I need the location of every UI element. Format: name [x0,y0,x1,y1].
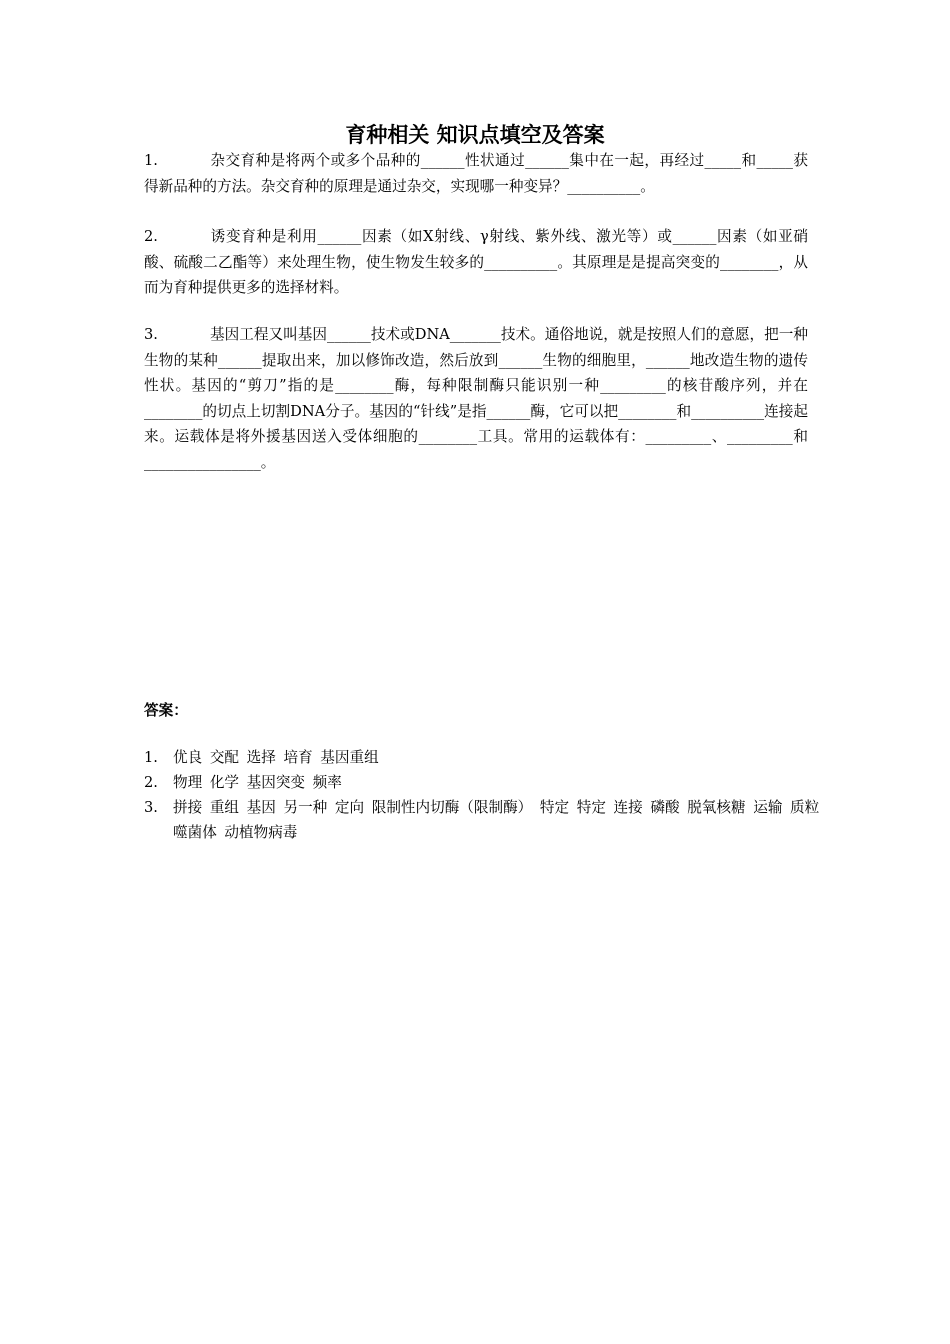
question-number: 1. [144,152,158,169]
answer-2 [144,771,837,796]
question-text: 基因工程又叫基因______技术或DNA_______技术。通俗地说，就是按照人们的意愿，把一种生物的某种______提取出来，加以修饰改造，然后放到______生物的细胞里，______地改造生物的遗传性状。基因的“剪刀”指的是________酶，每种限制酶只能识别一种_________的核苷酸序列，并在________的切点上切割DNA分子。基因的“针线”是指______酶，它可以把________和__________连接起来。运载体是将外援基因送入受体细胞的________工具。常用的运载体有：_________、_________和________________。 [144,326,808,471]
question-number: 3. [144,326,158,343]
answers-heading: 答案： [144,702,188,719]
question-number: 2. [144,228,158,245]
answer-1 [144,746,837,771]
question-1 [144,148,808,199]
answer-number: 3. [144,799,158,816]
document-title: 育种相关 知识点填空及答案 [345,123,605,147]
question-text: 杂交育种是将两个或多个品种的______性状通过______集中在一起，再经过_____和_____获得新品种的方法。杂交育种的原理是通过杂交，实现哪一种变异？__________。 [144,152,808,195]
answer-3 [144,796,837,845]
question-text: 诱变育种是利用______因素（如X射线、γ射线、紫外线、激光等）或______因素（如亚硝酸、硫酸二乙酯等）来处理生物，使生物发生较多的__________。其原理是是提高突变的________，从而为育种提供更多的选择材料。 [144,228,808,296]
answer-text: 物理 化学 基因突变 频率 [173,774,342,791]
answer-text: 优良 交配 选择 培育 基因重组 [173,749,379,766]
answer-number: 1. [144,749,158,766]
question-3 [144,322,808,475]
answer-text: 拼接 重组 基因 另一种 定向 限制性内切酶（限制酶） 特定 特定 连接 磷酸 脱氧核糖 运输 质粒 噬菌体 动植物病毒 [173,799,820,841]
question-2 [144,224,808,301]
answer-number: 2. [144,774,158,791]
